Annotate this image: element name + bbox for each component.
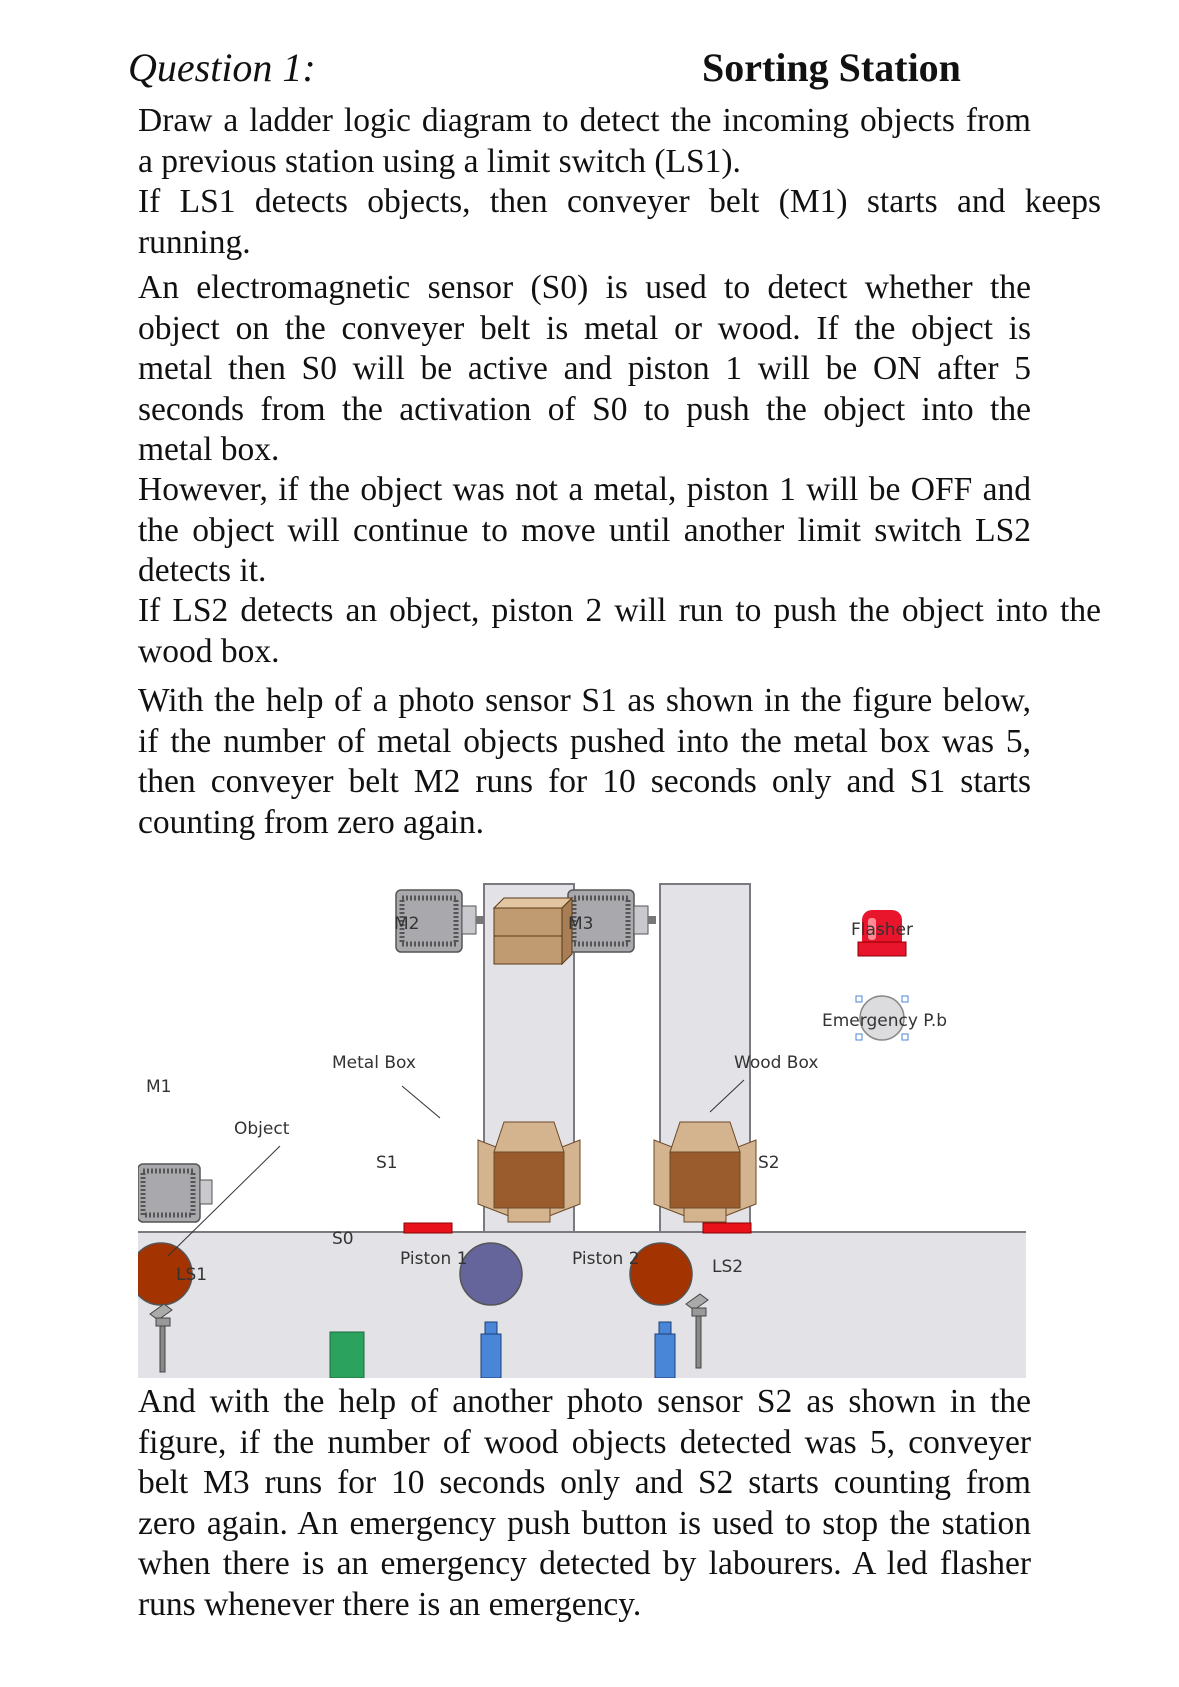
label-ls1: LS1 [176,1265,208,1285]
paragraph-line: figure, if the number of wood objects detected was 5, conveyer [138,1423,1031,1461]
label-metal-box: Metal Box [332,1053,416,1073]
paragraph-line: seconds from the activation of S0 to push the object into the [138,390,1031,428]
paragraph-5 [138,591,1101,672]
paragraph-line: An electromagnetic sensor (S0) is used to detect whether the [138,269,1031,306]
sorting-station-figure [138,858,1028,1378]
paragraph-line: running. [138,223,251,261]
paragraph-2 [138,182,1101,263]
label-s1: S1 [376,1153,398,1173]
paragraph-3 [138,268,1031,471]
s0-sensor [330,1332,364,1378]
label-s0: S0 [332,1229,354,1249]
paragraph-line: runs whenever there is an emergency. [138,1585,642,1623]
question-label: Question 1: [128,45,316,90]
paragraph-7 [138,1382,1031,1625]
label-m1: M1 [146,1077,172,1097]
paragraph-line: when there is an emergency detected by labourers. A led flasher [138,1545,1031,1582]
paragraph-line: a previous station using a limit switch (LS1). [138,142,741,180]
label-flasher: Flasher [851,920,913,940]
label-ls2: LS2 [712,1257,744,1277]
paragraph-line: the object will continue to move until another limit switch LS2 [138,511,1031,549]
label-m2: M2 [394,914,420,934]
paragraph-line: metal box. [138,431,280,468]
paragraph-line: zero again. An emergency push button is used to stop the station [138,1504,1031,1542]
paragraph-line: However, if the object was not a metal, piston 1 will be OFF and [138,471,1031,508]
paragraph-line: counting from zero again. [138,803,485,841]
paragraph-4 [138,470,1031,592]
paragraph-1 [138,101,1031,182]
page-title: Sorting Station [702,45,961,90]
paragraph-line: Draw a ladder logic diagram to detect the incoming objects from [138,102,1031,139]
paragraph-line: metal then S0 will be active and piston 1 will be ON after 5 [138,350,1031,387]
paragraph-line: belt M3 runs for 10 seconds only and S2 starts counting from [138,1464,1031,1501]
label-m3: M3 [568,914,594,934]
paragraph-line: then conveyer belt M2 runs for 10 seconds only and S1 starts [138,763,1031,800]
paragraph-6 [138,681,1031,843]
photo-sensor-s1 [404,1223,452,1233]
paragraph-line: If LS2 detects an object, piston 2 will run to push the object into the [138,592,1101,629]
paragraph-line: detects it. [138,552,267,589]
paragraph-line: If LS1 detects objects, then conveyer belt (M1) starts and keeps [138,183,1101,220]
paragraph-line: And with the help of another photo sensor S2 as shown in the [138,1383,1031,1420]
label-wood-box: Wood Box [734,1053,819,1073]
motor-m1-icon [138,1164,212,1222]
paragraph-line: object on the conveyer belt is metal or wood. If the object is [138,309,1031,347]
label-emergency-pb: Emergency P.b [822,1011,948,1031]
label-piston-2: Piston 2 [572,1249,640,1269]
paragraph-line: if the number of metal objects pushed into the metal box was 5, [138,722,1031,760]
metal-object [460,1243,522,1305]
paragraph-line: With the help of a photo sensor S1 as shown in the figure below, [138,682,1031,719]
label-object: Object [234,1119,290,1139]
label-piston-1: Piston 1 [400,1249,468,1269]
paragraph-line: wood box. [138,632,280,670]
package-box-icon [494,898,572,964]
photo-sensor-s2 [703,1223,751,1233]
label-s2: S2 [758,1153,780,1173]
